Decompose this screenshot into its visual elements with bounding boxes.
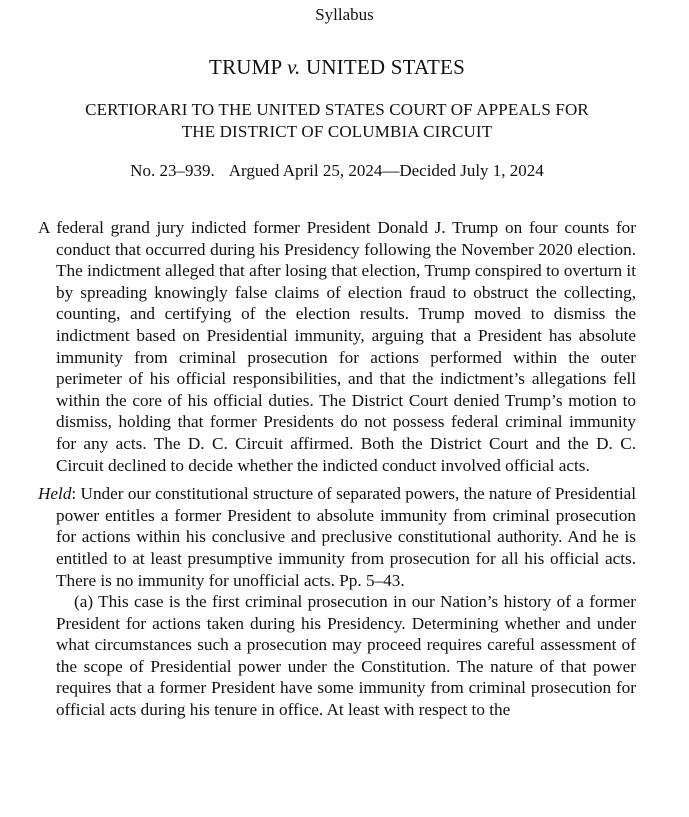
certiorari-line-1: CERTIORARI TO THE UNITED STATES COURT OF APPEALS FOR [85,100,589,119]
docket-line [0,160,674,182]
certiorari-line-2: THE DISTRICT OF COLUMBIA CIRCUIT [181,122,493,141]
case-title [0,54,674,80]
case-title-respondent: UNITED STATES [300,55,465,79]
argued-decided-dates: Argued April 25, 2024—Decided July 1, 2024 [228,161,544,180]
syllabus-body [38,217,636,721]
intro-paragraph: A federal grand jury indicted former President Donald J. Trump on four counts for conduct that occurred during his Presidency following the November 2020 election. The indictment alleged that after losing that election, Trump conspired to overturn it by spreading knowingly false claims of election fraud to obstruct the collecting, counting, and certifying of the election results. Trump moved to dismiss the indictment based on Presidential immunity, arguing that a President has absolute immunity from criminal prosecution for actions performed within the outer perimeter of his official responsibilities, and that the indictment’s allegations fell within the core of his official duties. The District Court denied Trump’s motion to dismiss, holding that former Presidents do not possess federal criminal immunity for any acts. The D. C. Circuit affirmed. Both the District Court and the D. C. Circuit declined to decide whether the indicted conduct involved official acts. [38,218,636,475]
held-paragraph [38,483,636,591]
case-title-versus: v. [287,55,301,79]
certiorari-heading [30,99,644,143]
running-header: Syllabus [315,5,374,24]
subparagraph-a: (a) This case is the first criminal prosecution in our Nation’s history of a former President for actions taken during his Presidency. Determining whether and under what circumstances such a prosecution may proceed requires careful assessment of the scope of Presidential power under the Constitution. The nature of that power requires that a former President have some immunity from criminal prosecution for official acts during his tenure in office. At least with respect to the [56,592,636,720]
docket-number: No. 23–939. [130,161,215,180]
held-label: Held [38,484,72,504]
case-title-petitioner: TRUMP [209,55,288,79]
held-text: : Under our constitutional structure of separated powers, the nature of Presidential power entitles a former President to absolute immunity from criminal prosecution for actions within his conclusive and preclusive constitutional authority. And he is entitled to at least presumptive immunity from prosecution for all his official acts. There is no immunity for unofficial acts. Pp. 5–43. [56,484,636,590]
